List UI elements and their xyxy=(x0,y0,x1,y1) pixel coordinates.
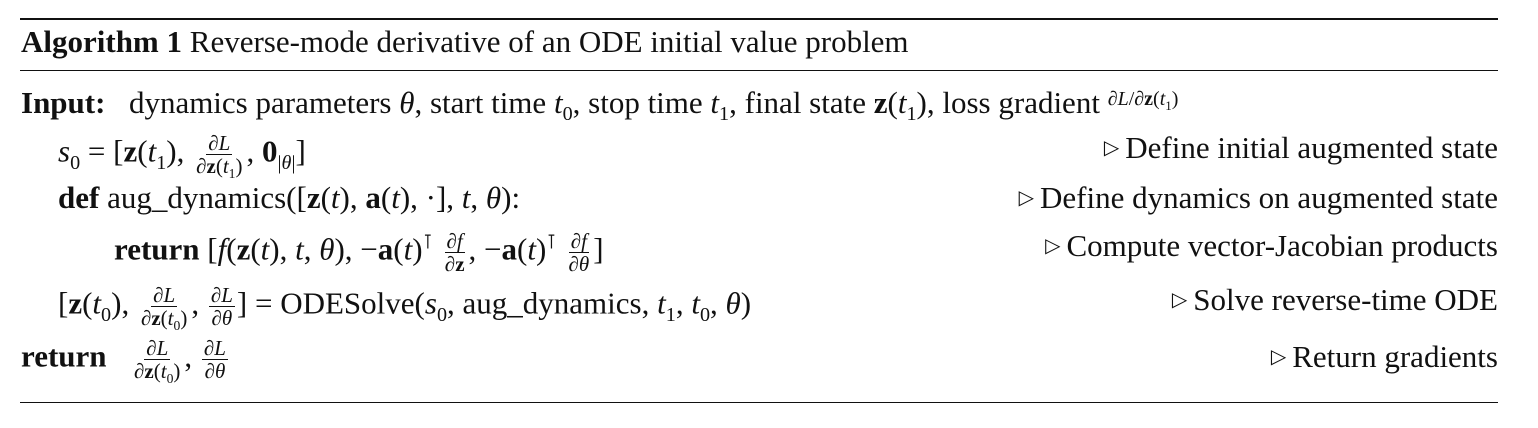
algorithm-title: Reverse-mode derivative of an ODE initial value problem xyxy=(189,24,909,59)
input-text-2: , start time xyxy=(414,85,547,120)
return-keyword-inner: return xyxy=(114,231,200,267)
ret-dL-dtheta-fraction: $\frac{\partial L}{\partial\theta}$ xyxy=(203,336,226,384)
def-keyword: def xyxy=(58,180,100,215)
input-text-5: , loss gradient xyxy=(926,85,1100,120)
input-label: Input: xyxy=(21,85,106,120)
triangle-right-icon: ▷ xyxy=(1103,135,1120,159)
aug-dynamics-name: aug_dynamics xyxy=(107,180,287,215)
input-text-1: dynamics parameters xyxy=(128,85,392,120)
comment-5: ▷ Return gradients xyxy=(1270,339,1498,374)
dL-dtheta-fraction: $\frac{\partial L}{\partial\theta}$ xyxy=(210,283,233,331)
odesolve-line: [$z(t_0)$, $\frac{\partial L}{\partial z(t_0)}$ , $\frac{\partial L}{\partial\theta}$ ] = $ODESolve(s_0$, aug_dynamics, $t_1$, $t_0$, θ) xyxy=(58,283,752,334)
loss-gradient-expr: ∂L/∂z(t1) xyxy=(1107,88,1179,113)
input-line xyxy=(21,85,1179,126)
algorithm-label: Algorithm 1 xyxy=(21,24,183,59)
dL-dz-t0-fraction: $\frac{\partial L}{\partial z(t_0)}$ xyxy=(140,283,188,334)
algorithm-caption xyxy=(21,24,909,60)
comment-3: ▷ Compute vector-Jacobian products xyxy=(1045,228,1498,263)
input-text-3: , stop time xyxy=(572,85,703,120)
t0-symbol: $t_0$ xyxy=(553,85,573,126)
comment-2: ▷ Define dynamics on augmented state xyxy=(1018,180,1498,215)
header-rule xyxy=(20,70,1498,71)
dL-dz-t1-fraction: $\frac{\partial L}{\partial z(t_1)}$ xyxy=(196,131,243,182)
theta-symbol: θ xyxy=(399,85,415,120)
comment-1: ▷ Define initial augmented state xyxy=(1103,130,1498,165)
top-rule xyxy=(20,18,1498,20)
df-dtheta-fraction: $\frac{\partial f}{\partial\theta}$ xyxy=(568,229,590,277)
triangle-right-icon: ▷ xyxy=(1018,185,1035,209)
final-state-expr: $z(t_1)$ xyxy=(873,85,927,126)
input-text-4: , final state xyxy=(729,85,866,120)
odesolve-name: ODESolve xyxy=(280,285,415,321)
t1-symbol: $t_1$ xyxy=(710,85,730,126)
triangle-right-icon: ▷ xyxy=(1171,287,1188,311)
triangle-right-icon: ▷ xyxy=(1045,233,1061,257)
bottom-rule xyxy=(20,402,1498,403)
ret-dL-dz-t0-fraction: $\frac{\partial L}{\partial z(t_0)}$ xyxy=(134,336,181,387)
comment-4: ▷ Solve reverse-time ODE xyxy=(1171,282,1498,317)
aug-dynamics-arg: aug_dynamics xyxy=(462,285,642,321)
def-line: def aug_dynamics([z(t), a(t), ·], t, θ): xyxy=(58,180,521,215)
return-keyword: return xyxy=(21,338,107,374)
inner-return-line: return [f(z(t), t, θ), −a(t)⊺ $\frac{\partial f}{\partial z}$ , −a(t)⊺ $\frac{\partial f}{\partial\theta}$ ] xyxy=(114,229,604,277)
df-dz-fraction: $\frac{\partial f}{\partial z}$ xyxy=(444,229,465,277)
final-return-line: return $\frac{\partial L}{\partial z(t_0)}$ , $\frac{\partial L}{\partial\theta}$ xyxy=(21,336,226,387)
init-state-line: $s_0 = [z(t_1)$, $\frac{\partial L}{\partial z(t_1)}$ , $0_{|\theta|}$] xyxy=(58,131,306,182)
triangle-right-icon: ▷ xyxy=(1270,344,1287,368)
